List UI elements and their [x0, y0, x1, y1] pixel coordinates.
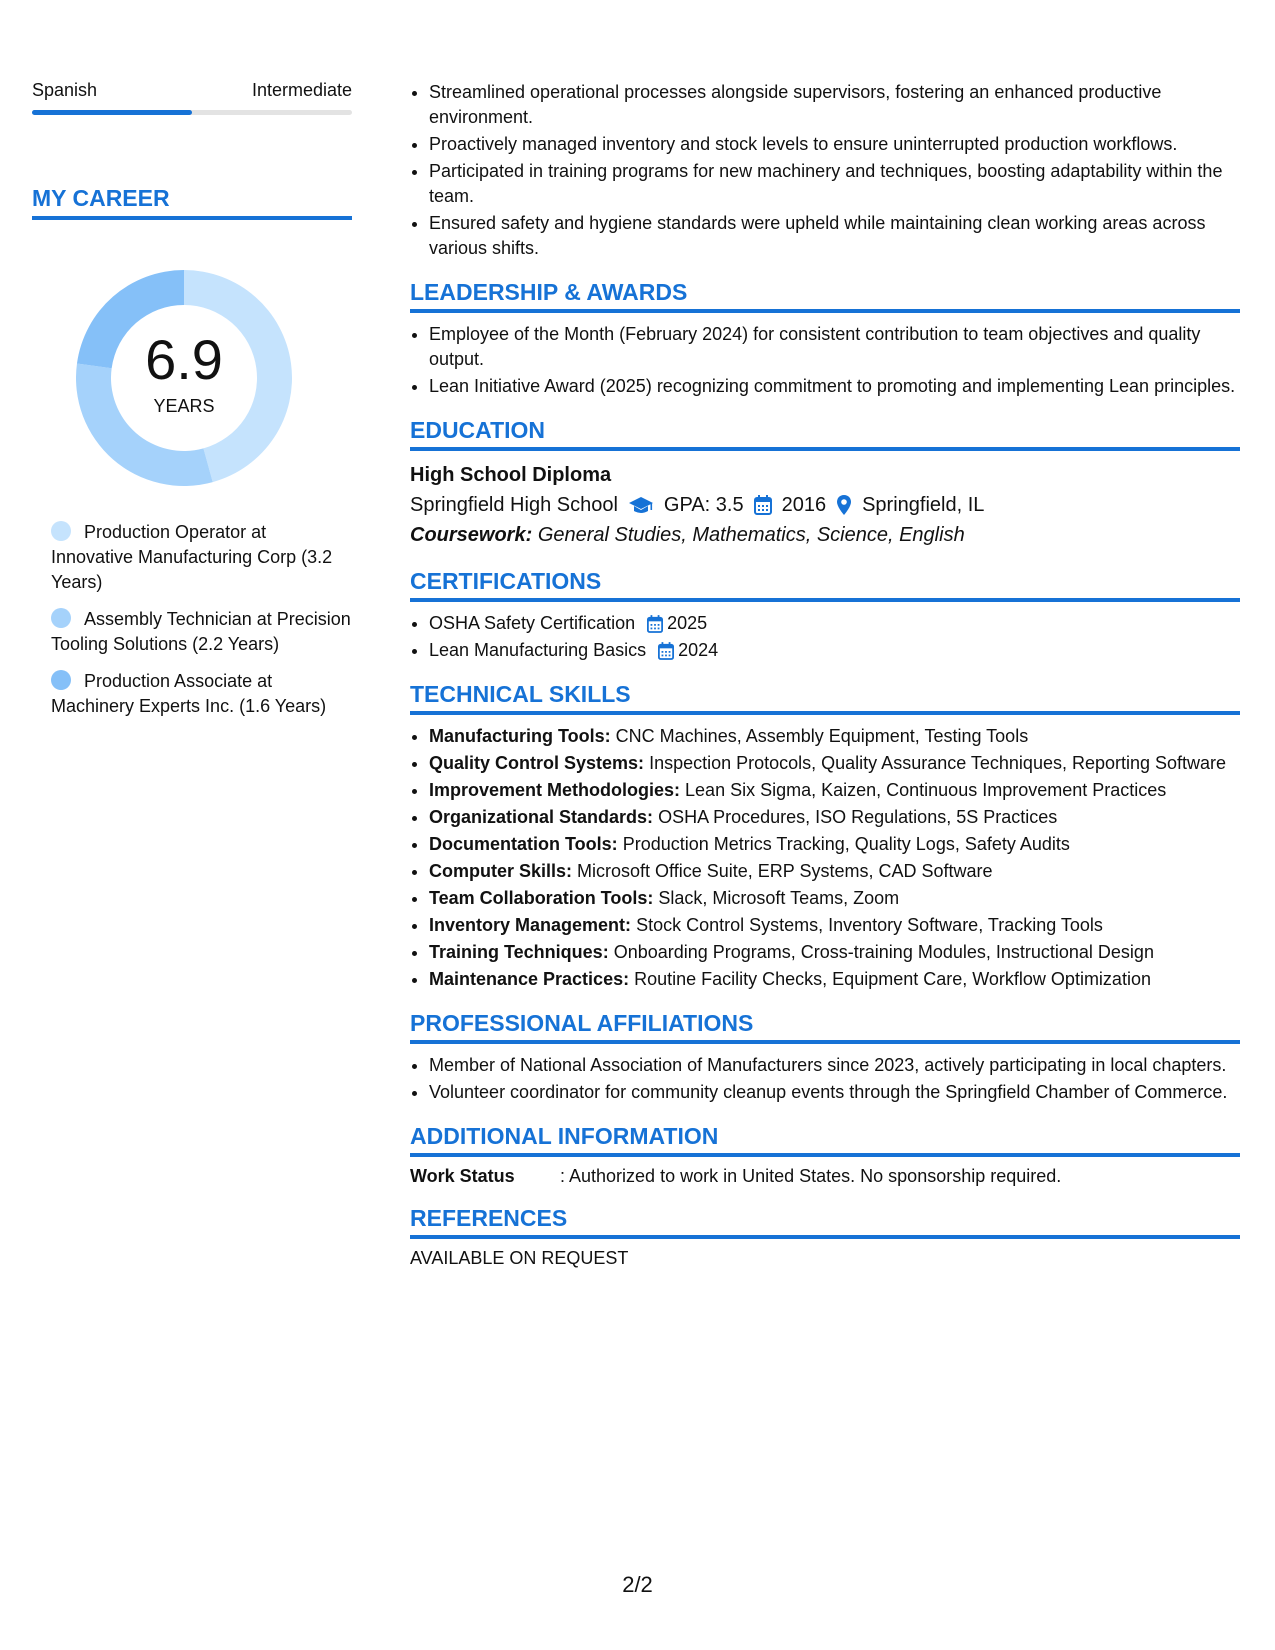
language-proficiency-fill [32, 110, 192, 115]
certification-item [429, 611, 1240, 636]
education-details [410, 490, 1240, 520]
skills-heading: TECHNICAL SKILLS [410, 681, 1240, 715]
experience-bullet: • Proactively managed inventory and stock levels to ensure uninterrupted production workflows. [429, 132, 1240, 157]
skill-value: Onboarding Programs, Cross-training Modules, Instructional Design [613, 942, 1154, 962]
legend-dot-icon [51, 608, 71, 628]
skill-item [429, 886, 1240, 911]
education-gpa: GPA: 3.5 [663, 494, 744, 516]
leadership-heading: LEADERSHIP & AWARDS [410, 279, 1240, 313]
career-legend-item [51, 607, 352, 657]
references-heading: REFERENCES [410, 1205, 1240, 1239]
career-legend-label: Assembly Technician at Precision Tooling Solutions (2.2 Years) [51, 609, 351, 654]
skill-label: Manufacturing Tools: [429, 726, 611, 746]
experience-bullets [410, 80, 1240, 261]
certification-year: 2024 [678, 640, 719, 660]
leadership-item: • Employee of the Month (February 2024) for consistent contribution to team objectives and quality output. [429, 322, 1240, 372]
main-column [410, 80, 1240, 1269]
career-heading: MY CAREER [32, 185, 352, 220]
skills-list [410, 724, 1240, 992]
skill-value: Inspection Protocols, Quality Assurance Techniques, Reporting Software [649, 753, 1227, 773]
affiliation-item: • Volunteer coordinator for community cleanup events through the Springfield Chamber of Commerce. [429, 1080, 1240, 1105]
leadership-list [410, 322, 1240, 399]
affiliation-item: • Member of National Association of Manufacturers since 2023, actively participating in local chapters. [429, 1053, 1240, 1078]
career-total-unit: YEARS [153, 396, 215, 416]
career-legend-item [51, 520, 352, 595]
references-text: AVAILABLE ON REQUEST [410, 1248, 629, 1268]
career-legend [32, 520, 352, 719]
map-pin-icon [836, 494, 852, 516]
work-status-row [410, 1166, 1240, 1187]
skill-label: Team Collaboration Tools: [429, 888, 654, 908]
coursework-value: General Studies, Mathematics, Science, English [537, 524, 965, 546]
career-donut-chart [68, 262, 300, 494]
skill-value: CNC Machines, Assembly Equipment, Testing Tools [615, 726, 1029, 746]
education-location: Springfield, IL [862, 494, 985, 516]
skill-label: Improvement Methodologies: [429, 780, 681, 800]
skill-item [429, 751, 1240, 776]
language-name: Spanish [32, 80, 98, 100]
skill-value: Stock Control Systems, Inventory Software, Tracking Tools [636, 915, 1103, 935]
skill-value: Microsoft Office Suite, ERP Systems, CAD Software [577, 861, 993, 881]
language-level: Intermediate [251, 80, 352, 100]
calendar-icon [754, 495, 772, 515]
certification-item [429, 638, 1240, 663]
skill-item [429, 778, 1240, 803]
skill-value: Routine Facility Checks, Equipment Care, Workflow Optimization [634, 969, 1151, 989]
skill-item [429, 832, 1240, 857]
skill-label: Computer Skills: [429, 861, 573, 881]
work-status-value: : Authorized to work in United States. No sponsorship required. [560, 1166, 1062, 1186]
skill-item [429, 805, 1240, 830]
education-year: 2016 [781, 494, 827, 516]
career-legend-label: Production Associate at Machinery Experts Inc. (1.6 Years) [51, 671, 327, 716]
legend-dot-icon [51, 670, 71, 690]
skill-label: Organizational Standards: [429, 807, 654, 827]
career-legend-label: Production Operator at Innovative Manufacturing Corp (3.2 Years) [51, 522, 333, 592]
calendar-icon [647, 615, 663, 633]
certification-year: 2025 [667, 613, 708, 633]
skill-value: Slack, Microsoft Teams, Zoom [658, 888, 900, 908]
coursework-label: Coursework: [410, 524, 533, 546]
certifications-list [410, 611, 1240, 663]
skill-item [429, 940, 1240, 965]
skill-label: Documentation Tools: [429, 834, 618, 854]
work-status-label: Work Status [410, 1166, 515, 1186]
skill-item [429, 724, 1240, 749]
skill-label: Maintenance Practices: [429, 969, 630, 989]
skill-value: Production Metrics Tracking, Quality Logs, Safety Audits [622, 834, 1070, 854]
skill-label: Inventory Management: [429, 915, 632, 935]
education-heading: EDUCATION [410, 417, 1240, 451]
sidebar [32, 80, 352, 731]
calendar-icon [658, 642, 674, 660]
education-degree: High School Diploma [410, 464, 612, 486]
leadership-item: • Lean Initiative Award (2025) recognizing commitment to promoting and implementing Lean principles. [429, 374, 1240, 399]
skill-label: Training Techniques: [429, 942, 609, 962]
affiliations-heading: PROFESSIONAL AFFILIATIONS [410, 1010, 1240, 1044]
legend-dot-icon [51, 521, 71, 541]
graduation-cap-icon [628, 495, 654, 515]
career-total-years: 6.9 [145, 328, 223, 391]
experience-bullet: • Ensured safety and hygiene standards were upheld while maintaining clean working areas across various shifts. [429, 211, 1240, 261]
education-coursework [410, 520, 1240, 550]
certification-name: • OSHA Safety Certification [429, 613, 636, 633]
education-school: Springfield High School [410, 494, 618, 516]
affiliations-list [410, 1053, 1240, 1105]
certification-name: • Lean Manufacturing Basics [429, 640, 647, 660]
skill-value: OSHA Procedures, ISO Regulations, 5S Practices [658, 807, 1058, 827]
certifications-heading: CERTIFICATIONS [410, 568, 1240, 602]
experience-bullet: • Participated in training programs for new machinery and techniques, boosting adaptability within the team. [429, 159, 1240, 209]
additional-heading: ADDITIONAL INFORMATION [410, 1123, 1240, 1157]
skill-item [429, 913, 1240, 938]
language-row [32, 80, 352, 101]
skill-value: Lean Six Sigma, Kaizen, Continuous Improvement Practices [685, 780, 1167, 800]
page-number: 2/2 [622, 1572, 653, 1597]
skill-label: Quality Control Systems: [429, 753, 645, 773]
skill-item [429, 859, 1240, 884]
skill-item [429, 967, 1240, 992]
experience-bullet: • Streamlined operational processes alongside supervisors, fostering an enhanced productive environment. [429, 80, 1240, 130]
career-legend-item [51, 669, 352, 719]
language-proficiency-bar [32, 110, 352, 115]
